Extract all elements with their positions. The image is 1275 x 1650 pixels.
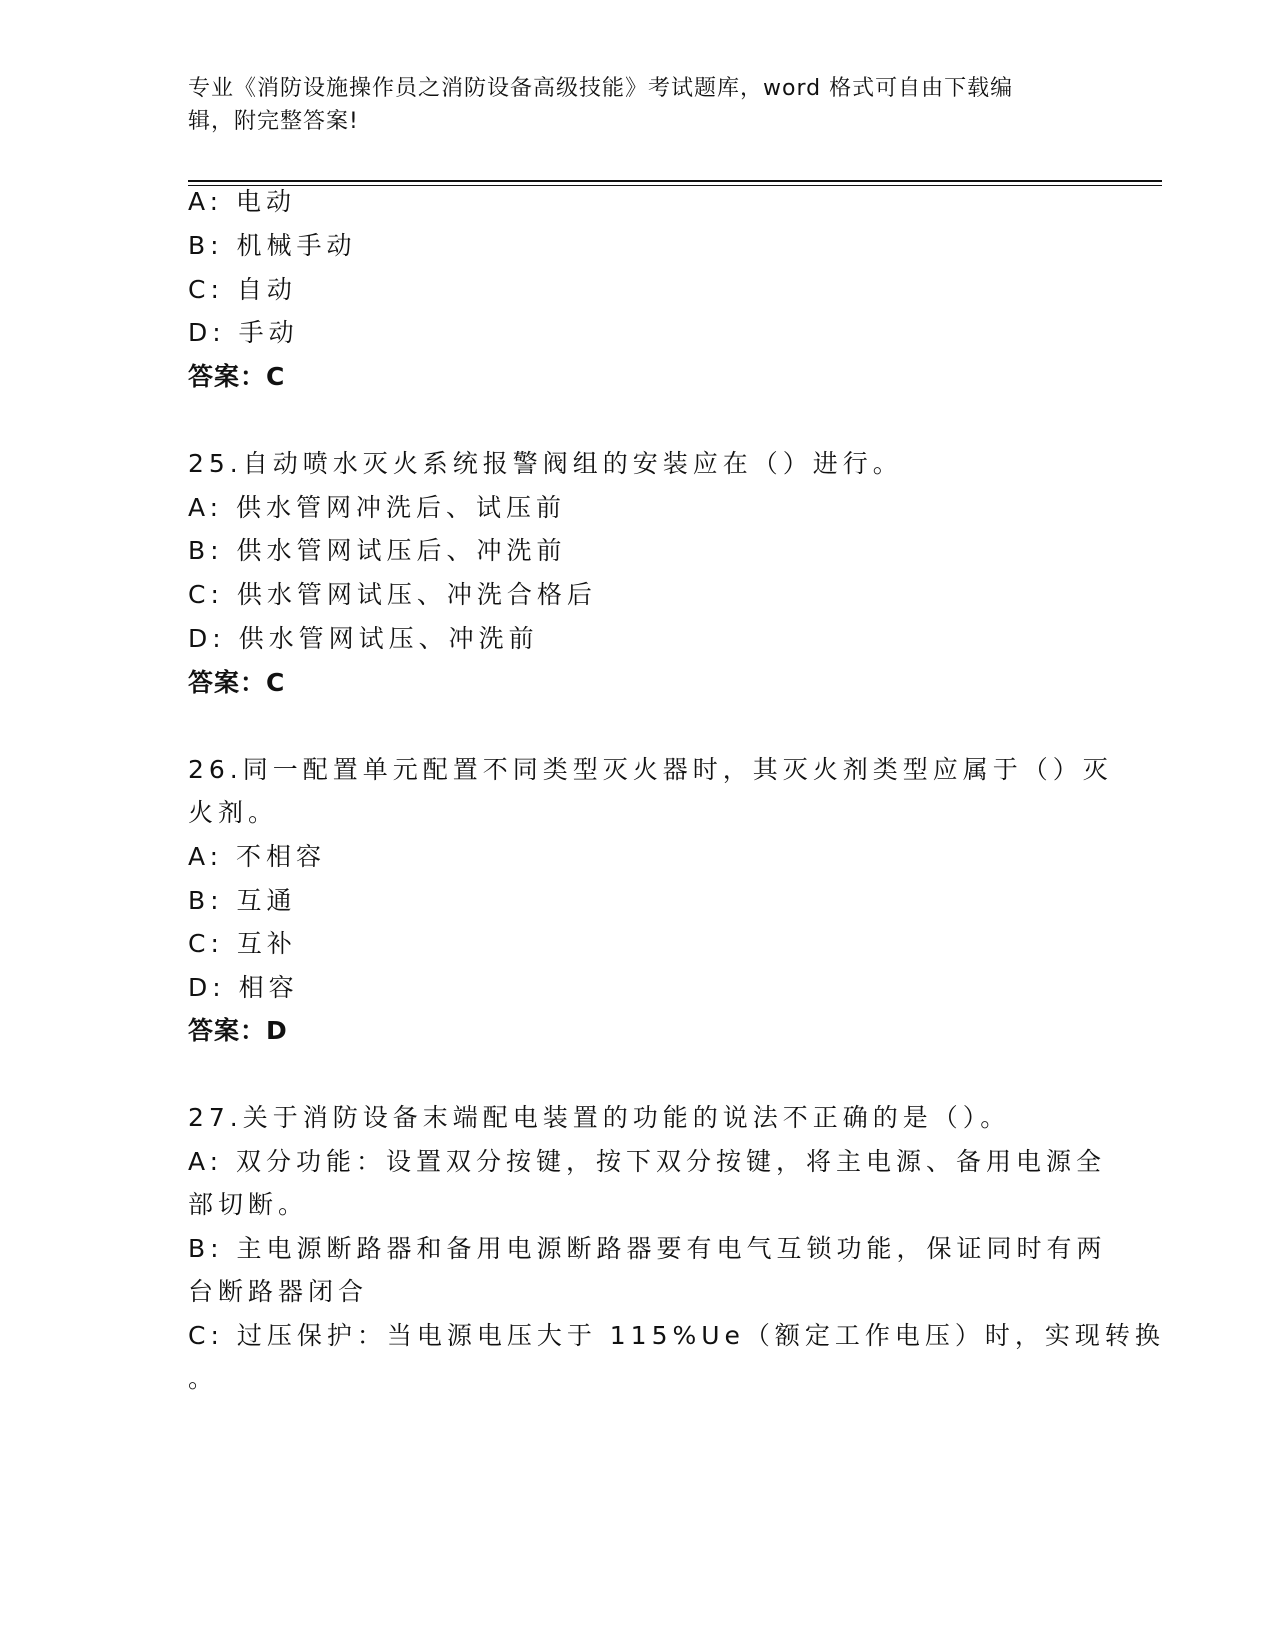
q24-option-d: D: 手动	[188, 318, 299, 347]
header-divider-thin	[188, 185, 1162, 186]
q26-option-c: C: 互补	[188, 929, 297, 958]
q24-option-c: C: 自动	[188, 275, 297, 304]
q25-stem: 25.自动喷水灭火系统报警阀组的安装应在（）进行。	[188, 449, 903, 478]
q25-option-d: D: 供水管网试压、冲洗前	[188, 624, 539, 653]
q26-stem-line-2: 火剂。	[188, 798, 279, 827]
header-divider-thick	[188, 180, 1162, 182]
q26-stem-line-1: 26.同一配置单元配置不同类型灭火器时，其灭火剂类型应属于（）灭	[188, 755, 1113, 784]
header-line-2: 辑，附完整答案!	[188, 109, 359, 134]
q27-stem: 27.关于消防设备末端配电装置的功能的说法不正确的是（）。	[188, 1103, 1011, 1132]
q27-option-b-line-2: 台断路器闭合	[188, 1277, 369, 1306]
q26-option-b: B: 互通	[188, 886, 297, 915]
document-header	[188, 72, 1088, 138]
q26-option-d: D: 相容	[188, 973, 299, 1002]
q25-option-c: C: 供水管网试压、冲洗合格后	[188, 580, 597, 609]
q26-option-a: A: 不相容	[188, 842, 327, 871]
q24-answer: 答案：C	[188, 362, 286, 391]
q27-option-a-line-1: A: 双分功能：设置双分按键，按下双分按键，将主电源、备用电源全	[188, 1147, 1107, 1176]
q27-option-a-line-2: 部切断。	[188, 1190, 309, 1219]
q25-option-a: A: 供水管网冲洗后、试压前	[188, 493, 567, 522]
header-line-1: 专业《消防设施操作员之消防设备高级技能》考试题库，word 格式可自由下载编	[188, 76, 1014, 101]
q27-option-c-line-2: 。	[188, 1364, 219, 1393]
q25-option-b: B: 供水管网试压后、冲洗前	[188, 536, 567, 565]
q24-option-a: A: 电动	[188, 187, 297, 216]
q24-option-b: B: 机械手动	[188, 231, 357, 260]
q26-answer: 答案：D	[188, 1016, 288, 1045]
q25-answer: 答案：C	[188, 668, 286, 697]
q27-option-c-line-1: C: 过压保护：当电源电压大于 115%Ue（额定工作电压）时，实现转换	[188, 1321, 1165, 1350]
q27-option-b-line-1: B: 主电源断路器和备用电源断路器要有电气互锁功能，保证同时有两	[188, 1234, 1107, 1263]
